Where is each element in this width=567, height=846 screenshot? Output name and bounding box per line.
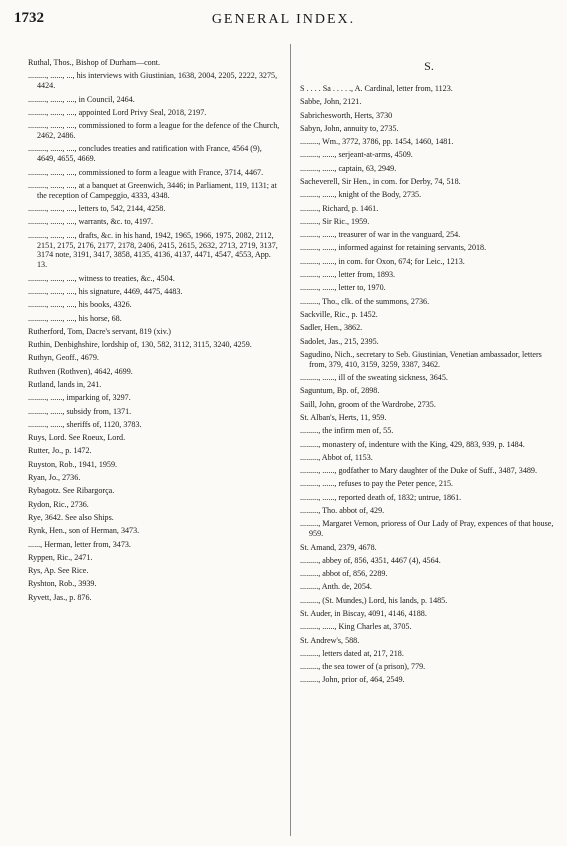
index-entry: ........., ......, imparking of, 3297. [28, 393, 131, 403]
index-entry: St. Alban's, Herts, 11, 959. [300, 412, 387, 422]
index-entry: ........., ......, ...., commissioned to form a league with France, 3714, 4467. [28, 167, 264, 177]
index-entry: Rye, 3642. See also Ships. [28, 512, 114, 522]
section-letter-heading: S. [424, 59, 434, 73]
index-entry: Ruthven (Rothven), 4642, 4699. [28, 366, 133, 376]
index-entry: ........., Wm., 3772, 3786, pp. 1454, 1460, 1481. [300, 137, 454, 147]
index-entry: ........., letters dated at, 217, 218. [300, 648, 404, 658]
right-column-entries [300, 84, 558, 685]
index-entry: ........., ......, captain, 63, 2949. [300, 163, 397, 173]
index-entry: Sackville, Ric., p. 1452. [300, 309, 378, 319]
index-entry: Sabyn, John, annuity to, 2735. [300, 123, 399, 133]
index-entry: ........., John, prior of, 464, 2549. [300, 675, 405, 685]
index-entry: ........., ......, serjeant-at-arms, 4509. [300, 150, 413, 160]
index-entry: S . . . . Sa . . . . ., A. Cardinal, letter from, 1123. [300, 83, 453, 93]
index-entry: Rutherford, Tom, Dacre's servant, 819 (xiv.) [28, 326, 171, 336]
running-head: GENERAL INDEX. [211, 12, 356, 27]
index-entry: ........., Anth. de, 2054. [300, 582, 372, 592]
index-entry: ........., Tho. abbot of, 429. [300, 506, 385, 516]
index-entry: ........., the sea tower of (a prison), 779. [300, 662, 426, 672]
index-entry: Ryppen, Ric., 2471. [28, 552, 93, 562]
index-entry: ........., ......, ...., witness to treaties, &c., 4504. [28, 273, 175, 283]
index-entry: ........., ......, reported death of, 1832; untrue, 1861. [300, 492, 462, 502]
index-entry: Ryshton, Rob., 3939. [28, 579, 97, 589]
index-entry: Rutter, Jo., p. 1472. [28, 446, 92, 456]
index-entry: Ruyston, Rob., 1941, 1959. [28, 459, 118, 469]
column-divider [290, 44, 291, 836]
index-entry: ........., ......, refuses to pay the Peter pence, 215. [300, 479, 454, 489]
index-entry: ........., ......, ...., at a banquet at Greenwich, 3446; in Parliament, 119, 1131; at the reception of Campeggio, 4333, 4348. [28, 180, 277, 200]
index-entry: ........., Sir Ric., 1959. [300, 216, 370, 226]
index-entry: ........., ......, ...., concludes treaties and ratification with France, 4564 (9), 4649, 4655, 4669. [28, 144, 262, 164]
index-entry: Sabrichesworth, Herts, 3730 [300, 110, 393, 120]
index-entry: Ruthin, Denbighshire, lordship of, 130, 582, 3112, 3115, 3240, 4259. [28, 340, 252, 350]
index-entry: St. Amand, 2379, 4678. [300, 542, 377, 552]
index-entry: Ruys, Lord. See Roeux, Lord. [28, 433, 126, 443]
index-entry: ........., ......, ...., appointed Lord Privy Seal, 2018, 2197. [28, 107, 207, 117]
index-entry: ........., ......, King Charles at, 3705. [300, 622, 412, 632]
index-entry: Sadler, Hen., 3862. [300, 323, 363, 333]
index-entry: St. Andrew's, 588. [300, 635, 360, 645]
index-entry: Ruthyn, Geoff., 4679. [28, 353, 99, 363]
index-entry: Ryvett, Jas., p. 876. [28, 592, 92, 602]
page-number: 1732 [14, 10, 44, 26]
index-entry: ........., Margaret Vernon, prioress of Our Lady of Pray, expences of that house, 959. [300, 519, 554, 539]
index-entry: ........., Richard, p. 1461. [300, 203, 379, 213]
index-entry: ........., ......, knight of the Body, 2735. [300, 190, 422, 200]
index-entry: Sabbe, John, 2121. [300, 97, 362, 107]
index-entry: ........., (St. Mundes,) Lord, his lands, p. 1485. [300, 595, 448, 605]
index-entry: ........., monastery of, indenture with the King, 429, 883, 939, p. 1484. [300, 439, 525, 449]
index-entry: Sacheverell, Sir Hen., in com. for Derby, 74, 518. [300, 176, 461, 186]
right-column [300, 58, 558, 689]
index-entry: Sadolet, Jas., 215, 2395. [300, 336, 379, 346]
index-entry: ........., ......, ...., drafts, &c. in his hand, 1942, 1965, 1966, 1975, 2082, 2112, 2151, 2175, 2176, 2177, 2178, 2406, 2415, 2615, 2632, 2713, 2719, 3137, 3174 note, 3191, 3417, 3858, 4135, 4136, 4137, 4471, 4547, 4553, App. 13. [28, 230, 278, 270]
index-entry: ........., ......, ...., his signature, 4469, 4475, 4483. [28, 286, 183, 296]
index-entry: ........., ......, ...., his horse, 68. [28, 313, 122, 323]
index-entry: ........., ......, ...., his books, 4326. [28, 300, 132, 310]
index-entry: St. Auder, in Biscay, 4091, 4146, 4188. [300, 609, 427, 618]
index-entry: ........., ......, godfather to Mary daughter of the Duke of Suff., 3487, 3489. [300, 466, 537, 476]
index-entry: ........., ......, ...., letters to, 542, 2144, 4258. [28, 204, 166, 213]
index-entry: Ruthal, Thos., Bishop of Durham—cont. [28, 58, 161, 67]
index-entry: Saill, John, groom of the Wardrobe, 2735. [300, 399, 436, 409]
index-entry: Rynk, Hen., son of Herman, 3473. [28, 526, 140, 536]
index-entry: ........., ......, ...., warrants, &c. to, 4197. [28, 217, 153, 227]
index-entry: ......, Herman, letter from, 3473. [28, 539, 131, 549]
index-entry: ........., ......, letter from, 1893. [300, 270, 396, 280]
index-entry: ........., ......, in com. for Oxon, 674; for Leic., 1213. [300, 256, 465, 266]
index-entry: ........., the infirm men of, 55. [300, 426, 394, 436]
index-entry: ........., Abbot of, 1153. [300, 452, 373, 462]
index-entry: ........., ......, ill of the sweating sickness, 3645. [300, 373, 448, 383]
index-entry: Saguntum, Bp. of, 2898. [300, 386, 380, 396]
index-entry: Rutland, lands in, 241. [28, 379, 102, 389]
page-header [14, 10, 553, 32]
index-entry: ........., Tho., clk. of the summons, 2736. [300, 296, 430, 306]
index-entry: ........., ......, ...., commissioned to form a league for the defence of the Church, 2462, 2486. [28, 121, 280, 140]
index-entry: Rys, Ap. See Rice. [28, 566, 89, 576]
index-entry: ........., abbey of, 856, 4351, 4467 (4), 4564. [300, 555, 441, 565]
left-column [28, 58, 280, 606]
index-entry: ........., ......, informed against for retaining servants, 2018. [300, 243, 487, 253]
index-entry: ........., ......, sheriffs of, 1120, 3783. [28, 419, 142, 429]
index-entry: Rydon, Ric., 2736. [28, 499, 89, 509]
index-entry: ........., ......, ...., in Council, 2464. [28, 94, 135, 104]
index-entry: ........., abbot of, 856, 2289. [300, 569, 388, 579]
index-entry: ........., ......, letter to, 1970. [300, 283, 386, 293]
index-entry: Sagudino, Nich., secretary to Seb. Giustinian, Venetian ambassador, letters from, 379, 410, 3159, 3259, 3387, 3462. [300, 349, 542, 369]
index-entry: ........., ......, ..., his interviews with Giustinian, 1638, 2004, 2205, 2222, 3275, 4424. [28, 71, 278, 91]
index-entry: Rybagotz. See Ribargorça. [28, 486, 115, 496]
index-entry: ........., ......, subsidy from, 1371. [28, 406, 132, 416]
index-entry: ........., ......, treasurer of war in the vanguard, 254. [300, 230, 461, 240]
index-entry: Ryan, Jo., 2736. [28, 473, 81, 483]
